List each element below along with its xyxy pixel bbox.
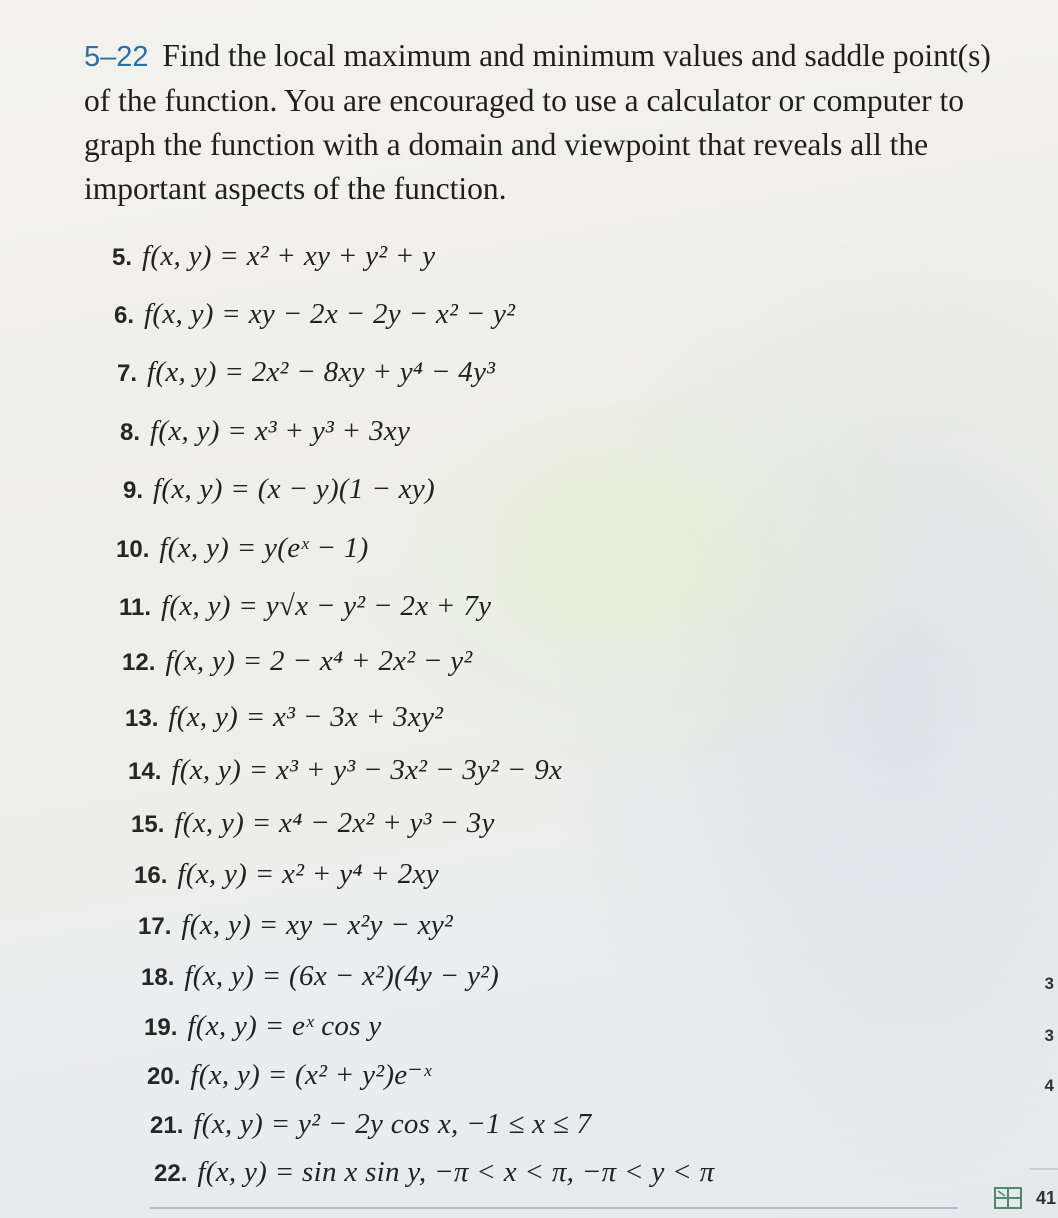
page-number: 41 [1036,1188,1057,1208]
problem-expression: f(x, y) = x³ + y³ − 3x² − 3y² − 9x [171,754,563,786]
problem-expression: f(x, y) = y² − 2y cos x, −1 ≤ x ≤ 7 [193,1108,592,1140]
problem-number: 5. [112,244,133,271]
problem-14 [128,752,562,790]
problem-18 [141,958,499,996]
problem-number: 7. [117,360,138,387]
problem-expression: f(x, y) = (6x − x²)(4y − y²) [184,960,500,992]
problem-number: 8. [120,419,141,446]
problem-number: 17. [138,913,172,940]
problem-number: 9. [123,477,144,504]
problem-6 [114,296,515,334]
problem-15 [131,805,495,843]
problem-17 [138,907,453,945]
edge-mark: 3 [1044,1026,1054,1045]
problem-expression: f(x, y) = xy − x²y − xy² [181,909,454,941]
problem-8 [120,413,410,451]
problem-number: 12. [122,649,156,676]
edge-mark: 4 [1044,1076,1054,1095]
problem-number: 20. [147,1063,181,1090]
problem-19 [144,1008,382,1046]
problem-number: 15. [131,811,165,838]
problem-number: 22. [154,1160,188,1187]
problem-9 [123,471,435,509]
problem-expression: f(x, y) = x³ + y³ + 3xy [150,415,411,447]
problem-16 [134,856,439,894]
problem-expression: f(x, y) = 2x² − 8xy + y⁴ − 4y³ [147,356,496,388]
problem-21 [150,1106,591,1144]
problem-expression: f(x, y) = x³ − 3x + 3xy² [168,701,444,733]
edge-mark: 3 [1044,974,1054,993]
problem-number: 18. [141,964,175,991]
exercise-range: 5–22 [84,41,149,73]
problem-20 [147,1057,432,1095]
problem-22 [154,1154,714,1192]
problem-number: 6. [114,302,135,329]
problem-number: 19. [144,1014,178,1041]
margin-divider [1030,1168,1058,1170]
problem-expression: f(x, y) = (x² + y²)e⁻ˣ [190,1059,432,1091]
problem-13 [125,699,443,737]
problem-expression: f(x, y) = sin x sin y, −π < x < π, −π < y < π [197,1156,715,1188]
problem-number: 10. [116,536,150,563]
book-icon [994,1187,1022,1209]
problem-expression: f(x, y) = x² + y⁴ + 2xy [177,858,439,890]
problem-number: 16. [134,862,168,889]
problem-expression: f(x, y) = eˣ cos y [187,1010,382,1042]
instruction-text: Find the local maximum and minimum values and saddle point(s) of the function. You are encouraged to use a calculator or computer to graph the function with a domain and viewpoint that reveals all the important aspects of the function. [84,38,991,206]
problem-number: 13. [125,705,159,732]
problem-expression: f(x, y) = (x − y)(1 − xy) [153,473,435,505]
problem-number: 11. [119,594,152,621]
problem-expression: f(x, y) = xy − 2x − 2y − x² − y² [144,298,516,330]
problem-number: 14. [128,758,162,785]
problem-expression: f(x, y) = x⁴ − 2x² + y³ − 3y [174,807,495,839]
problem-number: 21. [150,1112,184,1139]
problem-expression: f(x, y) = y√x − y² − 2x + 7y [161,590,492,622]
problem-10 [116,530,369,568]
problem-12 [122,643,472,681]
problem-5 [112,238,435,276]
problem-expression: f(x, y) = 2 − x⁴ + 2x² − y² [165,645,473,677]
footer-divider [150,1207,958,1209]
problem-expression: f(x, y) = y(eˣ − 1) [159,532,369,564]
problem-expression: f(x, y) = x² + xy + y² + y [142,240,436,272]
problem-11 [119,588,491,626]
problem-7 [117,354,495,392]
